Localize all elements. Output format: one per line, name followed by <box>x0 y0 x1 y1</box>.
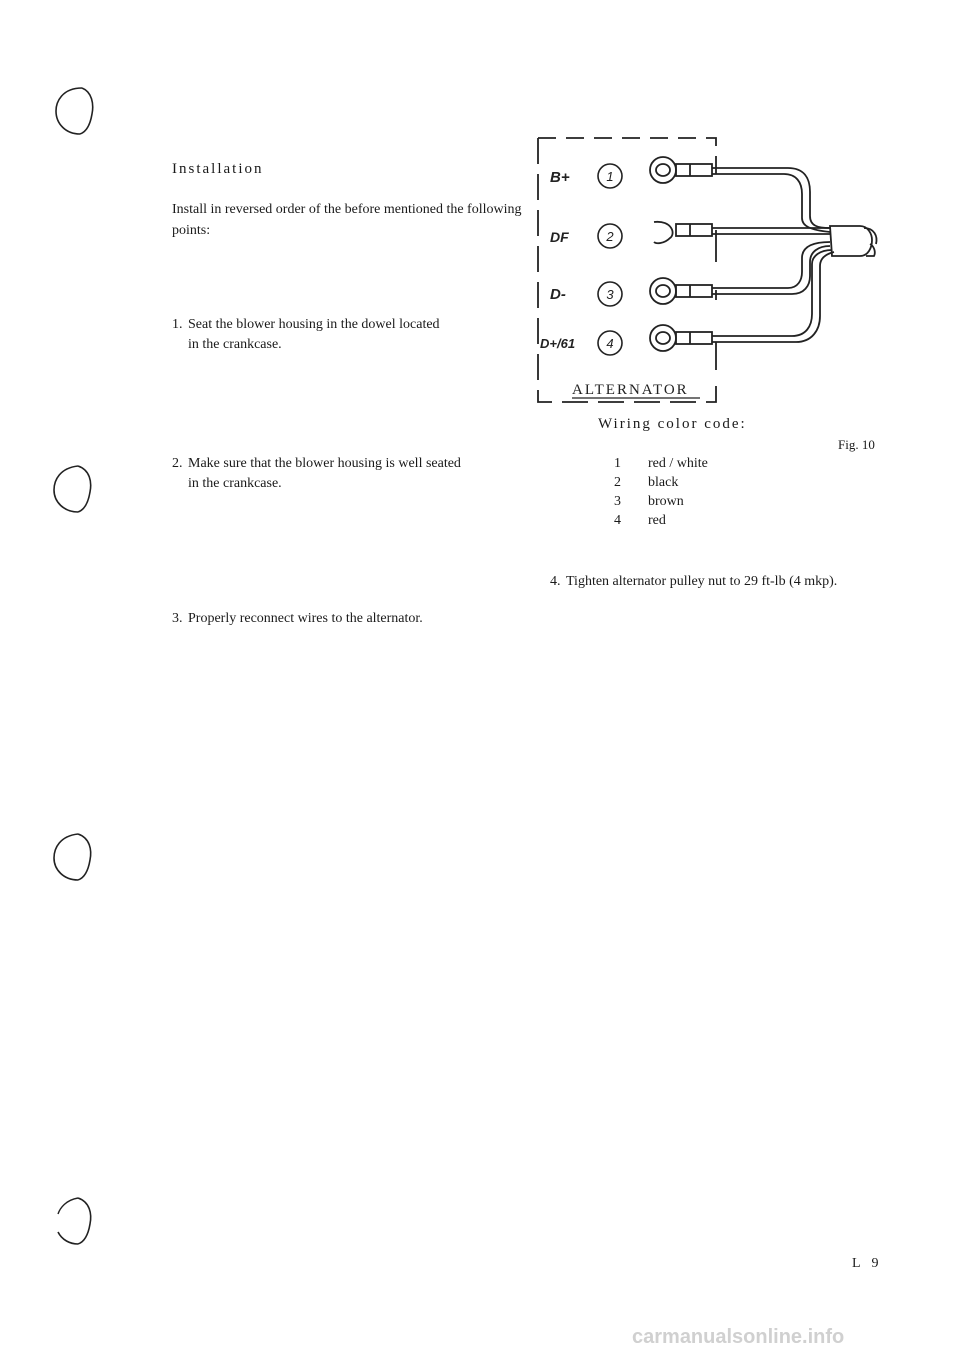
terminal-number: 3 <box>606 287 614 302</box>
punch-hole-icon <box>52 84 102 138</box>
step-text: Properly reconnect wires to the alternator. <box>188 611 423 626</box>
step-text: Make sure that the blower housing is well seated <box>188 456 461 471</box>
step-number: 2. <box>172 456 183 471</box>
step-text: Seat the blower housing in the dowel located <box>188 317 440 332</box>
step-2 <box>172 454 461 494</box>
intro-text: Install in reversed order of the before mentioned the following points: <box>172 202 522 238</box>
step-text-continued: in the crankcase. <box>188 476 282 491</box>
alternator-wiring-diagram <box>530 130 890 420</box>
punch-hole-icon <box>50 1194 100 1248</box>
terminal-number: 4 <box>606 336 614 351</box>
wire-color: brown <box>648 494 684 509</box>
section-heading: Installation <box>172 161 264 177</box>
ring-terminal-icon <box>650 278 712 304</box>
step-number: 4. <box>550 574 561 589</box>
list-item <box>614 473 708 492</box>
step-1 <box>172 315 440 355</box>
wiring-color-code-title: Wiring color code: <box>598 416 747 432</box>
step-4 <box>550 572 837 592</box>
wire-color: red / white <box>648 456 708 471</box>
punch-hole-icon <box>50 830 100 884</box>
ring-terminal-icon <box>650 157 712 183</box>
terminal-label-b-plus: B+ <box>550 169 570 186</box>
wire-number: 1 <box>614 456 621 471</box>
step-number: 1. <box>172 317 183 332</box>
list-item <box>614 454 708 473</box>
wire-number: 4 <box>614 513 621 528</box>
wire-number: 2 <box>614 475 621 490</box>
terminal-number: 2 <box>606 229 614 244</box>
wire-harness <box>712 168 877 342</box>
wiring-color-list <box>614 454 708 530</box>
watermark-footer: carmanualsonline.info <box>632 1326 845 1348</box>
step-text: Tighten alternator pulley nut to 29 ft-lb (4 mkp). <box>566 574 838 589</box>
step-number: 3. <box>172 611 183 626</box>
punch-hole-icon <box>50 462 100 516</box>
terminal-number: 1 <box>606 169 614 184</box>
hook-terminal-icon <box>654 222 712 243</box>
page-number: L 9 <box>852 1256 883 1271</box>
step-3 <box>172 609 423 629</box>
ring-terminal-icon <box>650 325 712 351</box>
step-text-continued: in the crankcase. <box>188 337 282 352</box>
terminal-label-d-minus: D- <box>550 286 566 303</box>
list-item <box>614 511 708 530</box>
wire-color: black <box>648 475 679 490</box>
list-item <box>614 492 708 511</box>
wire-number: 3 <box>614 494 621 509</box>
terminal-label-d-plus-61: D+/61 <box>540 336 576 351</box>
alternator-label: ALTERNATOR <box>572 382 689 398</box>
wire-color: red <box>648 513 666 528</box>
terminal-label-df: DF <box>550 229 569 245</box>
figure-label: Fig. 10 <box>838 437 875 452</box>
